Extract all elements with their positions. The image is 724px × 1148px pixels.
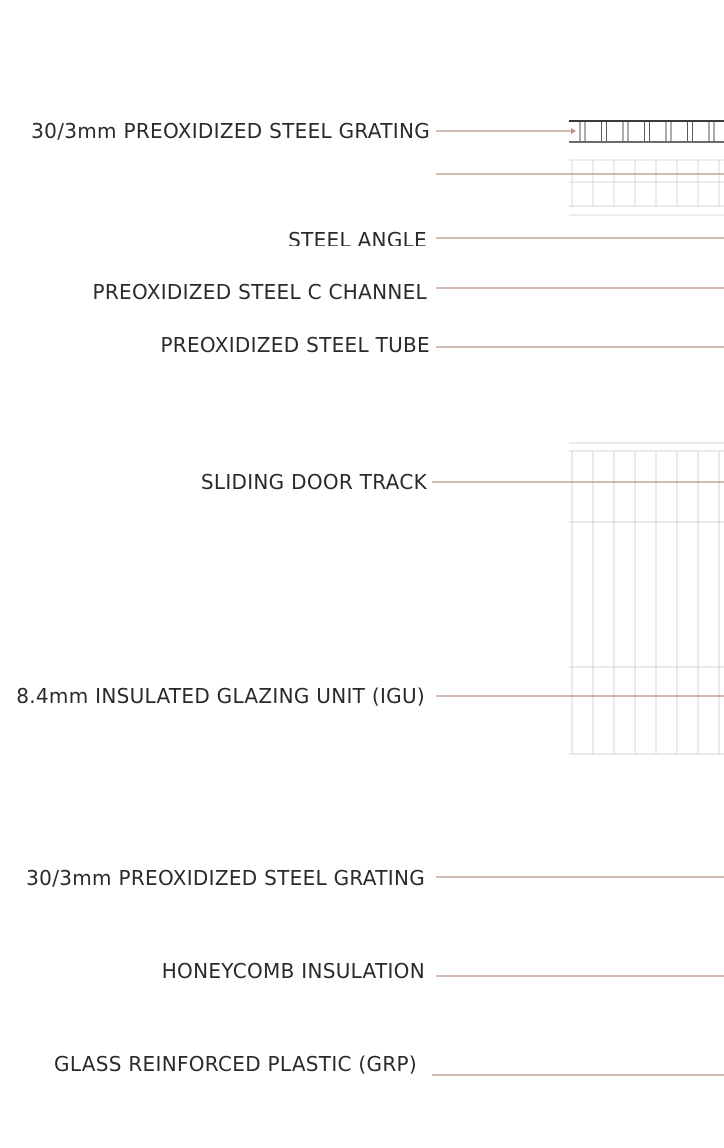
label-door-track: SLIDING DOOR TRACK [200,470,427,494]
label-grating-top: 30/3mm PREOXIDIZED STEEL GRATING [31,119,430,143]
label-igu: 8.4mm INSULATED GLAZING UNIT (IGU) [16,684,425,708]
label-c-channel: PREOXIDIZED STEEL C CHANNEL [92,283,427,303]
label-steel-angle: STEEL ANGLE [288,228,427,246]
label-steel-tube: PREOXIDIZED STEEL TUBE [160,333,430,357]
label-grating-bottom: 30/3mm PREOXIDIZED STEEL GRATING [26,866,425,890]
leader-arrowhead [571,128,576,134]
label-honeycomb: HONEYCOMB INSULATION [161,959,425,983]
leader-lines [432,128,724,1075]
label-grp: GLASS REINFORCED PLASTIC (GRP) [54,1052,417,1076]
glazing-grid [569,443,724,754]
upper-grid [569,160,724,215]
top-grating-detail [569,121,724,142]
